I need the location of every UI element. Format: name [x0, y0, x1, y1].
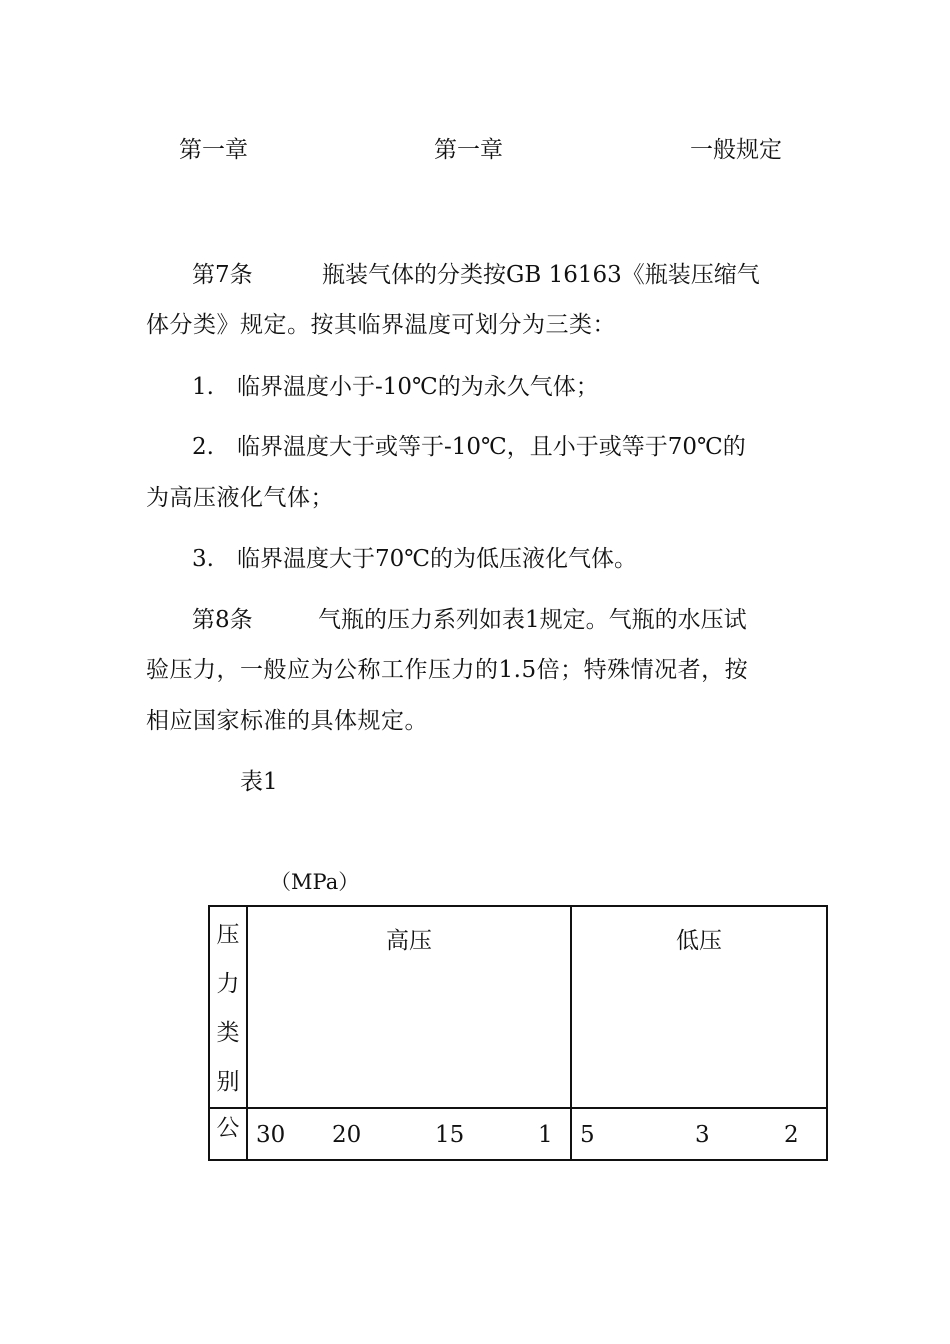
article7-item1: 1. 临界温度小于-10℃的为永久气体；: [192, 374, 599, 400]
table-cell-value: 2: [784, 1122, 799, 1148]
table-cell-value: 30: [256, 1122, 286, 1148]
article7-number: 第7条: [192, 262, 253, 288]
chapter-label-middle: 第一章: [434, 137, 503, 163]
table-row: [209, 906, 827, 1108]
article8-line1: 气瓶的压力系列如表1规定。气瓶的水压试: [318, 607, 747, 633]
header-char: 压: [216, 922, 240, 948]
pressure-series-table: [208, 905, 828, 1161]
header-char: 力: [216, 971, 240, 997]
table-cell-value: 20: [332, 1122, 362, 1148]
chapter-title: 一般规定: [690, 137, 782, 163]
low-pressure-values: [571, 1108, 827, 1160]
article7-item3: 3. 临界温度大于70℃的为低压液化气体。: [192, 546, 637, 572]
pressure-category-header: [209, 906, 247, 1108]
table-cell-value: 15: [435, 1122, 465, 1148]
table-cell-value: 5: [580, 1122, 595, 1148]
table-caption: 表1: [240, 769, 278, 795]
table-cell-value: 1: [538, 1122, 553, 1148]
article7-item2-line2: 为高压液化气体；: [146, 485, 334, 511]
article8-line2: 验压力，一般应为公称工作压力的1.5倍；特殊情况者，按: [146, 657, 749, 683]
high-pressure-values: [247, 1108, 571, 1160]
article7-item2-line1: 2. 临界温度大于或等于-10℃，且小于或等于70℃的: [192, 434, 746, 460]
article7-line1: 瓶装气体的分类按GB 16163《瓶装压缩气: [322, 262, 760, 288]
low-pressure-header: 低压: [571, 906, 827, 1108]
table-unit: （MPa）: [270, 870, 360, 894]
article8-line3: 相应国家标准的具体规定。: [146, 708, 428, 734]
nominal-pressure-label: 公: [209, 1108, 247, 1160]
article8-number: 第8条: [192, 607, 253, 633]
article7-line2: 体分类》规定。按其临界温度可划分为三类：: [146, 312, 616, 338]
table-row: [209, 1108, 827, 1160]
chapter-label-left: 第一章: [179, 137, 248, 163]
header-char: 类: [216, 1020, 240, 1046]
header-char: 别: [216, 1069, 240, 1095]
table-cell-value: 3: [695, 1122, 710, 1148]
high-pressure-header: 高压: [247, 906, 571, 1108]
